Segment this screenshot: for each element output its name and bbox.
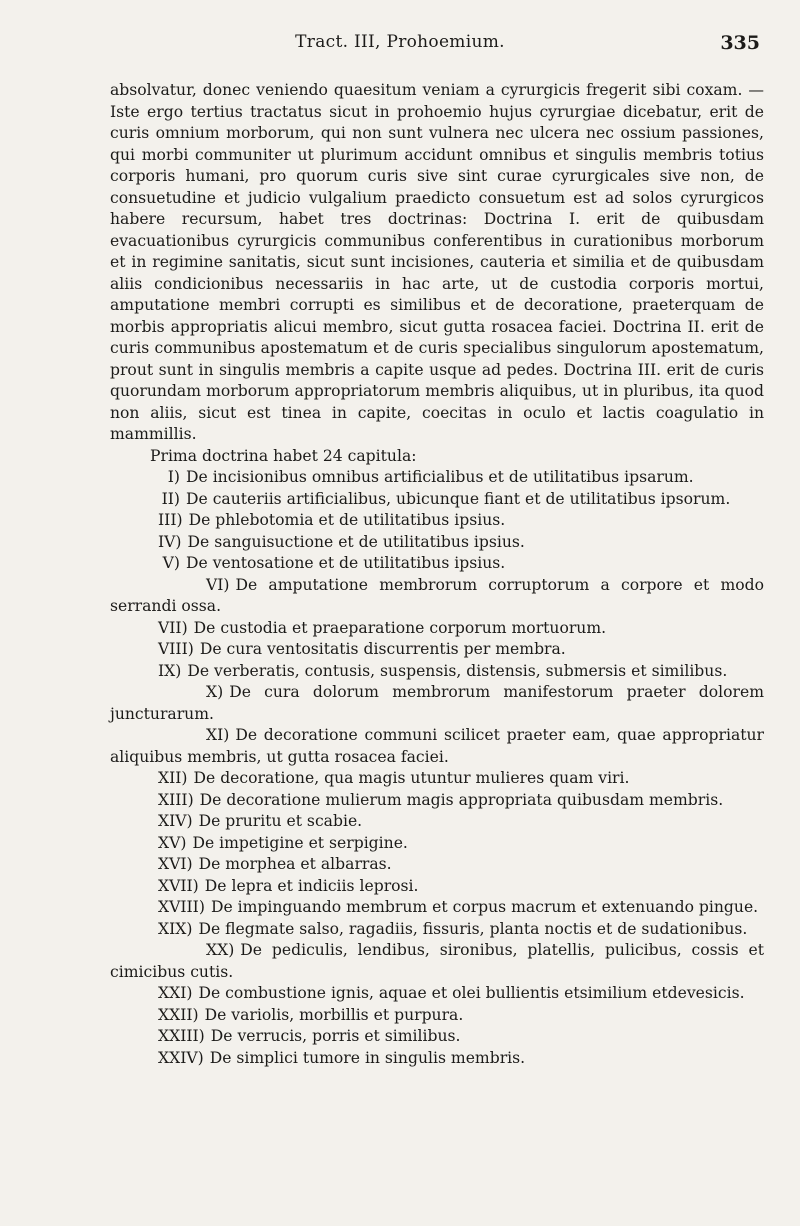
chapter-title: De custodia et praeparatione corporum mortuorum.	[193, 618, 607, 637]
chapter-number: XI)	[206, 726, 230, 744]
doctrine-heading: Prima doctrina habet 24 capitula:	[150, 446, 417, 465]
chapter-item	[110, 919, 764, 941]
chapter-number: XV)	[158, 833, 187, 852]
chapter-item	[110, 532, 764, 554]
chapter-item	[110, 510, 764, 532]
chapter-item	[110, 768, 764, 790]
chapter-number: XIV)	[158, 812, 193, 830]
chapter-number: XIX)	[158, 919, 193, 938]
chapter-title: De decoratione communi scilicet praeter eam, quae appropriatur aliquibus membris, ut gutta rosacea faciei.	[110, 726, 764, 766]
chapter-item	[110, 661, 764, 683]
chapter-title: De decoratione mulierum magis appropriata quibusdam membris.	[199, 790, 724, 809]
chapter-title: De cura ventositatis discurrentis per membra.	[199, 640, 566, 658]
chapter-item	[110, 1048, 764, 1070]
chapter-item	[110, 897, 764, 919]
chapter-item	[110, 983, 764, 1005]
chapter-number: X)	[206, 683, 224, 701]
chapter-number: XXIV)	[158, 1048, 204, 1067]
chapter-item	[110, 940, 764, 983]
chapter-title: De cura dolorum membrorum manifestorum praeter dolorem juncturarum.	[110, 683, 764, 723]
chapter-list	[110, 467, 764, 1069]
chapter-title: De flegmate salso, ragadiis, fissuris, planta noctis et de sudationibus.	[198, 919, 748, 938]
chapter-title: De incisionibus omnibus artificialibus et de utilitatibus ipsarum.	[186, 468, 694, 486]
chapter-title: De simplici tumore in singulis membris.	[209, 1048, 526, 1067]
chapter-number: XVII)	[158, 876, 199, 895]
chapter-item	[110, 725, 764, 768]
chapter-title: De verrucis, porris et similibus.	[210, 1027, 461, 1045]
chapter-number: VI)	[206, 575, 230, 594]
chapter-title: De cauteriis artificialibus, ubicunque fiant et de utilitatibus ipsorum.	[186, 489, 731, 508]
chapter-item	[110, 618, 764, 640]
chapter-number: XXII)	[158, 1005, 199, 1024]
chapter-item	[110, 639, 764, 661]
chapter-title: De lepra et indiciis leprosi.	[204, 876, 419, 895]
chapter-number: I)	[167, 468, 180, 486]
chapter-number: VIII)	[158, 640, 194, 658]
chapter-item	[110, 553, 764, 575]
chapter-item	[110, 1026, 764, 1048]
chapter-item	[110, 833, 764, 855]
chapter-title: De impinguando membrum et corpus macrum et extenuando pingue.	[210, 898, 759, 916]
chapter-item	[110, 790, 764, 812]
chapter-title: De verberatis, contusis, suspensis, distensis, submersis et similibus.	[187, 661, 728, 680]
chapter-title: De sanguisuctione et de utilitatibus ipsius.	[187, 532, 525, 551]
chapter-title: De combustione ignis, aquae et olei bullientis etsimilium etdevesicis.	[198, 984, 745, 1002]
chapter-title: De amputatione membrorum corruptorum a corpore et modo serrandi ossa.	[110, 575, 764, 615]
chapter-number: XVIII)	[158, 898, 205, 916]
chapter-title: De decoratione, qua magis utuntur mulieres quam viri.	[193, 769, 630, 787]
chapter-item	[110, 854, 764, 876]
chapter-item	[110, 811, 764, 833]
chapter-number: II)	[161, 489, 180, 508]
chapter-item	[110, 876, 764, 898]
running-head	[0, 32, 800, 60]
chapter-item	[110, 682, 764, 725]
chapter-item	[110, 489, 764, 511]
chapter-number: VII)	[158, 618, 188, 637]
chapter-title: De morphea et albarras.	[198, 855, 392, 873]
page-number: 335	[720, 32, 760, 54]
chapter-number: XII)	[158, 769, 188, 787]
chapter-title: De impetigine et serpigine.	[192, 833, 408, 852]
chapter-item	[110, 575, 764, 618]
chapter-title: De ventosatione et de utilitatibus ipsius.	[186, 554, 506, 572]
chapter-number: IV)	[158, 532, 182, 551]
intro-paragraph: absolvatur, donec veniendo quaesitum veniam a cyrurgicis fregerit sibi coxam. — Iste ergo tertius tractatus sicut in prohoemio hujus cyrurgiae dicebatur, erit de curis omnium morborum, qui non sunt vulnera nec ulcera nec ossium passiones, qui morbi communiter ut plurimum accidunt omnibus et singulis membris totius corporis humani, pro quorum curis sive sint curae cyrurgicales sive non, de consuetudine et judicio vulgalium praedicto consuetum est ad solos cyrurgicos habere recursum, habet tres doctrinas: Doctrina I. erit de quibusdam evacuationibus cyrurgicis communibus conferentibus in curationibus morborum et in regimine sanitatis, sicut sunt incisiones, cauteria et similia et de quibusdam aliis condicionibus necessariis in hac arte, ut de custodia corporis mortui, amputatione membri corrupti es similibus et de decoratione, praeterquam de morbis appropriatis alicui membro, sicut gutta rosacea faciei. Doctrina II. erit de curis communibus apostematum et de curis specialibus singulorum apostematum, prout sunt in singulis membris a capite usque ad pedes. Doctrina III. erit de curis quorundam morborum appropriatorum membris aliquibus, ut in pluribus, ita quod non aliis, sicut est tinea in capite, coecitas in oculo et lactis coagulatio in mammillis.	[110, 81, 764, 443]
chapter-number: XVI)	[158, 855, 193, 873]
chapter-item	[110, 1005, 764, 1027]
page-body	[110, 80, 764, 1069]
running-head-title: Tract. III, Prohoemium.	[295, 32, 505, 52]
chapter-item	[110, 467, 764, 489]
chapter-title: De pediculis, lendibus, sironibus, platellis, pulicibus, cossis et cimicibus cutis.	[110, 941, 764, 981]
chapter-number: XX)	[206, 941, 235, 959]
chapter-number: IX)	[158, 661, 182, 680]
chapter-number: III)	[158, 511, 183, 529]
chapter-number: XXIII)	[158, 1027, 205, 1045]
chapter-title: De variolis, morbillis et purpura.	[204, 1005, 464, 1024]
chapter-title: De phlebotomia et de utilitatibus ipsius.	[188, 511, 506, 529]
chapter-number: XXI)	[158, 984, 193, 1002]
chapter-number: XIII)	[158, 790, 194, 809]
chapter-title: De pruritu et scabie.	[198, 812, 363, 830]
chapter-number: V)	[162, 554, 180, 572]
